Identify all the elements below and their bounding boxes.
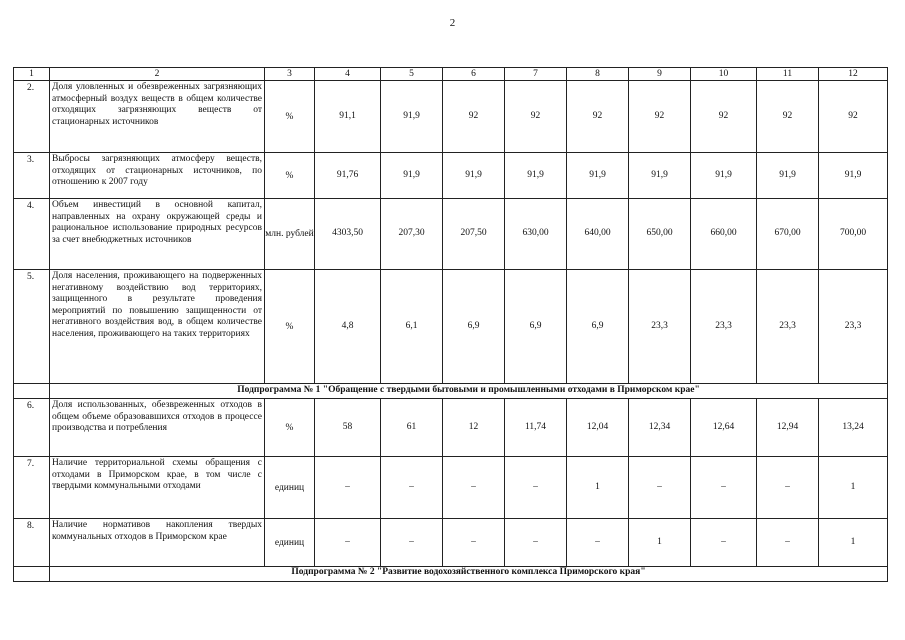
- indicator-name: Наличие территориальной схемы обращения с отходами в Приморском крае, в том числе с твердыми коммунальными отходами: [50, 457, 265, 519]
- row-number: 6.: [14, 399, 50, 457]
- indicator-value: 92: [691, 81, 757, 153]
- indicator-value: 23,3: [819, 270, 888, 384]
- indicator-value: 1: [819, 457, 888, 519]
- indicator-value: –: [505, 457, 567, 519]
- indicator-value: –: [757, 519, 819, 567]
- indicator-name: Объем инвестиций в основной капитал, направленных на охрану окружающей среды и рациональное использование природных ресурсов за счет внебюджетных источников: [50, 199, 265, 270]
- indicator-value: 12,34: [629, 399, 691, 457]
- indicator-value: –: [691, 457, 757, 519]
- row-number: 4.: [14, 199, 50, 270]
- column-number: 10: [691, 68, 757, 81]
- indicator-value: 12: [443, 399, 505, 457]
- column-number: 4: [315, 68, 381, 81]
- indicator-value: 630,00: [505, 199, 567, 270]
- indicator-name: Выбросы загрязняющих атмосферу веществ, отходящих от стационарных источников, по отношению к 2007 году: [50, 153, 265, 199]
- indicator-value: 6,1: [381, 270, 443, 384]
- indicator-value: 6,9: [443, 270, 505, 384]
- indicator-value: 1: [629, 519, 691, 567]
- indicator-value: 61: [381, 399, 443, 457]
- indicator-value: 12,04: [567, 399, 629, 457]
- indicator-unit: %: [265, 81, 315, 153]
- indicator-value: 92: [567, 81, 629, 153]
- column-number: 11: [757, 68, 819, 81]
- indicator-value: 91,9: [381, 81, 443, 153]
- indicator-name: Наличие нормативов накопления твердых коммунальных отходов в Приморском крае: [50, 519, 265, 567]
- indicator-value: 6,9: [567, 270, 629, 384]
- table-row: [14, 153, 888, 199]
- indicator-value: 207,50: [443, 199, 505, 270]
- column-number: 2: [50, 68, 265, 81]
- row-number: 2.: [14, 81, 50, 153]
- indicator-value: 91,9: [381, 153, 443, 199]
- column-number-row: [14, 68, 888, 81]
- indicator-value: 91,1: [315, 81, 381, 153]
- indicator-value: –: [567, 519, 629, 567]
- indicator-value: 700,00: [819, 199, 888, 270]
- column-number: 9: [629, 68, 691, 81]
- indicator-value: 12,94: [757, 399, 819, 457]
- row-number: 5.: [14, 270, 50, 384]
- indicator-unit: единиц: [265, 519, 315, 567]
- row-number: 8.: [14, 519, 50, 567]
- indicator-value: –: [757, 457, 819, 519]
- column-number: 5: [381, 68, 443, 81]
- indicator-name: Доля населения, проживающего на подверженных негативному воздействию вод территориях, защищенного в результате проведения мероприятий по повышению защищенности от негативного воздействия вод, в общем количестве населения, проживающего на таких территориях: [50, 270, 265, 384]
- indicator-value: –: [629, 457, 691, 519]
- indicator-value: 660,00: [691, 199, 757, 270]
- indicator-value: 650,00: [629, 199, 691, 270]
- subprogram-row: [14, 384, 888, 399]
- page-number: 2: [449, 17, 456, 29]
- table-row: [14, 81, 888, 153]
- indicator-name: Доля использованных, обезвреженных отходов в общем объеме образовавшихся отходов в процессе производства и потребления: [50, 399, 265, 457]
- indicator-value: 1: [567, 457, 629, 519]
- indicator-value: 91,9: [567, 153, 629, 199]
- indicator-value: 12,64: [691, 399, 757, 457]
- indicator-value: 91,9: [757, 153, 819, 199]
- column-number: 7: [505, 68, 567, 81]
- indicator-value: 23,3: [629, 270, 691, 384]
- subprogram-spacer: [14, 567, 50, 582]
- indicator-value: 91,9: [691, 153, 757, 199]
- column-number: 1: [14, 68, 50, 81]
- indicator-unit: %: [265, 270, 315, 384]
- indicator-value: –: [505, 519, 567, 567]
- indicator-value: –: [443, 519, 505, 567]
- indicator-value: 92: [757, 81, 819, 153]
- indicator-value: 640,00: [567, 199, 629, 270]
- table-row: [14, 457, 888, 519]
- indicator-unit: единиц: [265, 457, 315, 519]
- table-row: [14, 270, 888, 384]
- indicator-name: Доля уловленных и обезвреженных загрязняющих атмосферный воздух веществ в общем количестве отходящих загрязняющих веществ от стационарных источников: [50, 81, 265, 153]
- indicator-value: 92: [629, 81, 691, 153]
- indicator-value: 207,30: [381, 199, 443, 270]
- indicator-value: 91,9: [505, 153, 567, 199]
- indicator-value: 4,8: [315, 270, 381, 384]
- indicator-unit: %: [265, 153, 315, 199]
- indicator-value: 6,9: [505, 270, 567, 384]
- row-number: 7.: [14, 457, 50, 519]
- indicator-value: 23,3: [757, 270, 819, 384]
- indicator-unit: %: [265, 399, 315, 457]
- indicator-value: 92: [505, 81, 567, 153]
- subprogram-1-title: Подпрограмма № 1 "Обращение с твердыми бытовыми и промышленными отходами в Приморском крае": [50, 384, 888, 399]
- indicator-value: 23,3: [691, 270, 757, 384]
- indicator-value: 92: [819, 81, 888, 153]
- subprogram-spacer: [14, 384, 50, 399]
- row-number: 3.: [14, 153, 50, 199]
- indicator-value: –: [315, 519, 381, 567]
- indicator-value: 91,9: [629, 153, 691, 199]
- column-number: 8: [567, 68, 629, 81]
- column-number: 6: [443, 68, 505, 81]
- indicator-unit: млн. рублей: [265, 199, 315, 270]
- indicator-value: –: [315, 457, 381, 519]
- indicator-value: –: [381, 519, 443, 567]
- indicator-value: 91,9: [819, 153, 888, 199]
- indicator-value: 670,00: [757, 199, 819, 270]
- indicator-value: –: [691, 519, 757, 567]
- indicator-value: 4303,50: [315, 199, 381, 270]
- indicator-value: 91,76: [315, 153, 381, 199]
- indicator-value: 58: [315, 399, 381, 457]
- indicator-value: 92: [443, 81, 505, 153]
- indicator-value: 11,74: [505, 399, 567, 457]
- table-row: [14, 519, 888, 567]
- indicator-value: –: [443, 457, 505, 519]
- indicators-table: [13, 67, 888, 582]
- table-row: [14, 399, 888, 457]
- column-number: 3: [265, 68, 315, 81]
- column-number: 12: [819, 68, 888, 81]
- subprogram-2-title: Подпрограмма № 2 "Развитие водохозяйственного комплекса Приморского края": [50, 567, 888, 582]
- indicator-value: –: [381, 457, 443, 519]
- subprogram-row: [14, 567, 888, 582]
- table-row: [14, 199, 888, 270]
- indicator-value: 91,9: [443, 153, 505, 199]
- indicator-value: 13,24: [819, 399, 888, 457]
- indicator-value: 1: [819, 519, 888, 567]
